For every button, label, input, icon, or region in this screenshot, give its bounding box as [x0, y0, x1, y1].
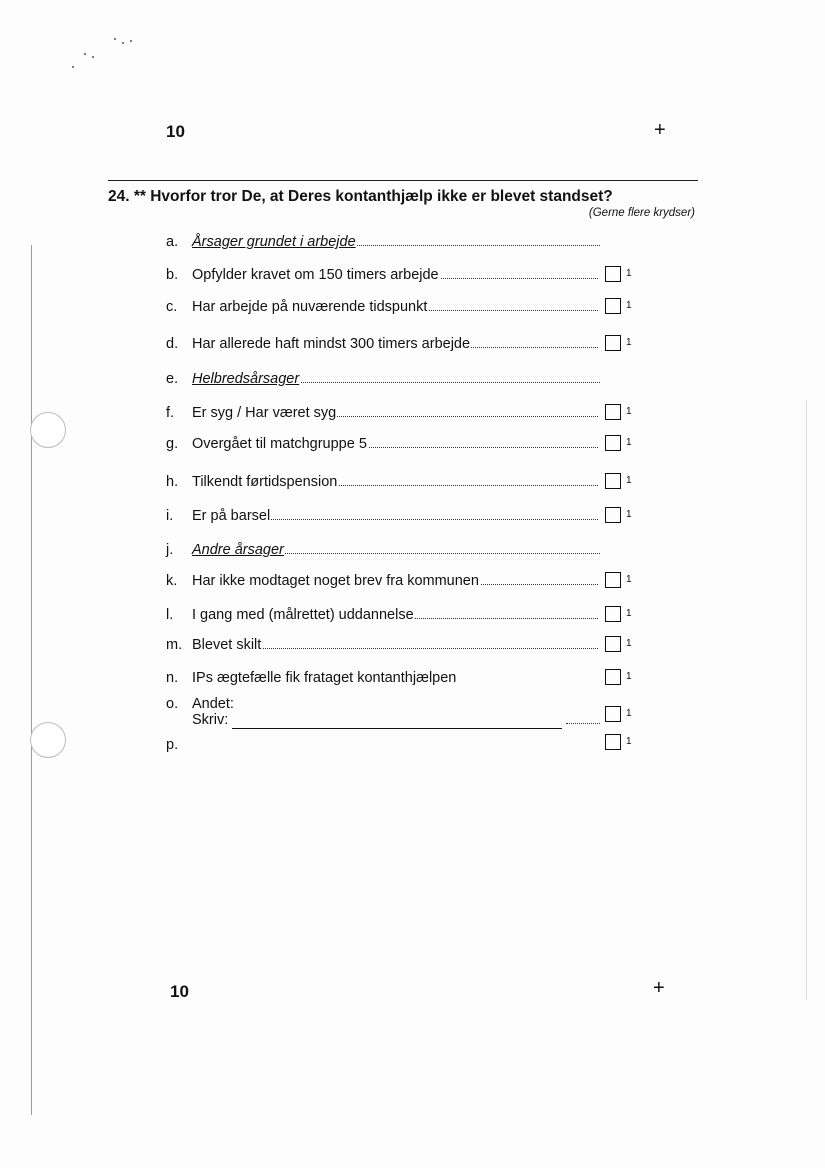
page-number-top: 10 — [166, 122, 185, 141]
response-code: 1 — [626, 268, 632, 279]
punch-hole — [30, 722, 66, 758]
item-label: Har arbejde på nuværende tidspunkt — [192, 299, 428, 315]
option-item-p — [166, 737, 636, 757]
item-letter: f. — [166, 405, 175, 421]
option-item-h — [166, 474, 636, 494]
option-item-n — [166, 670, 636, 690]
scan-speck — [92, 56, 94, 58]
item-letter: m. — [166, 637, 183, 653]
item-letter: l. — [166, 607, 174, 623]
checkbox[interactable] — [605, 507, 621, 523]
response-code: 1 — [626, 671, 632, 682]
checkbox[interactable] — [605, 706, 621, 722]
checkbox[interactable] — [605, 298, 621, 314]
checkbox[interactable] — [605, 572, 621, 588]
write-in-field[interactable] — [232, 728, 562, 729]
corner-mark-top: + — [654, 119, 666, 141]
checkbox[interactable] — [605, 266, 621, 282]
option-item-k — [166, 573, 636, 593]
item-label: Har allerede haft mindst 300 timers arbejde — [192, 336, 471, 352]
item-label: Har ikke modtaget noget brev fra kommunen — [192, 573, 479, 589]
item-letter: p. — [166, 737, 179, 753]
item-label: Opfylder kravet om 150 timers arbejde — [192, 267, 439, 283]
item-letter: a. — [166, 234, 179, 250]
checkbox[interactable] — [605, 335, 621, 351]
item-label: Er på barsel — [192, 508, 271, 524]
item-letter: e. — [166, 371, 179, 387]
option-item-o — [166, 696, 636, 732]
item-letter: d. — [166, 336, 179, 352]
option-item-g — [166, 436, 636, 456]
section-heading: Helbredsårsager — [192, 371, 300, 387]
leader-dots — [566, 723, 600, 724]
response-code: 1 — [626, 475, 632, 486]
option-item-b — [166, 267, 636, 287]
section-heading: Andre årsager — [192, 542, 284, 558]
question-note: (Gerne flere krydser) — [588, 207, 695, 219]
item-label: Tilkendt førtidspension — [192, 474, 338, 490]
item-letter: c. — [166, 299, 178, 315]
option-item-d — [166, 336, 636, 356]
option-item-c — [166, 299, 636, 319]
item-label: IPs ægtefælle fik frataget kontanthjælpen — [192, 670, 457, 686]
item-label: Andet: — [192, 696, 234, 712]
scan-speck — [122, 42, 124, 44]
binding-margin-line — [31, 245, 32, 1115]
item-letter: o. — [166, 696, 179, 712]
checkbox[interactable] — [605, 734, 621, 750]
item-label: Blevet skilt — [192, 637, 262, 653]
corner-mark-bottom: + — [653, 977, 665, 999]
item-letter: k. — [166, 573, 178, 589]
item-letter: b. — [166, 267, 179, 283]
response-code: 1 — [626, 437, 632, 448]
item-label: Overgået til matchgruppe 5 — [192, 436, 367, 452]
option-item-l — [166, 607, 636, 627]
item-label: I gang med (målrettet) uddannelse — [192, 607, 414, 623]
checkbox[interactable] — [605, 404, 621, 420]
write-in-label: Skriv: — [192, 712, 229, 728]
checkbox[interactable] — [605, 606, 621, 622]
scan-speck — [130, 40, 132, 42]
option-item-m — [166, 637, 636, 657]
checkbox[interactable] — [605, 435, 621, 451]
section-heading: Årsager grundet i arbejde — [192, 234, 356, 250]
response-code: 1 — [626, 406, 632, 417]
checkbox[interactable] — [605, 669, 621, 685]
section-item-j — [166, 542, 636, 562]
scan-speck — [84, 53, 86, 55]
scan-edge-line — [806, 400, 807, 1000]
response-code: 1 — [626, 608, 632, 619]
response-code: 1 — [626, 300, 632, 311]
question-title: 24. ** Hvorfor tror De, at Deres kontanthjælp ikke er blevet standset? — [108, 188, 613, 205]
question-divider — [108, 180, 698, 181]
section-item-e — [166, 371, 636, 391]
response-code: 1 — [626, 337, 632, 348]
response-code: 1 — [626, 736, 632, 747]
response-code: 1 — [626, 574, 632, 585]
scan-speck — [72, 66, 74, 68]
checkbox[interactable] — [605, 636, 621, 652]
checkbox[interactable] — [605, 473, 621, 489]
section-item-a — [166, 234, 636, 254]
option-item-f — [166, 405, 636, 425]
option-item-i — [166, 508, 636, 528]
item-letter: g. — [166, 436, 179, 452]
response-code: 1 — [626, 509, 632, 520]
page-number-bottom: 10 — [170, 982, 189, 1001]
punch-hole — [30, 412, 66, 448]
item-label: Er syg / Har været syg — [192, 405, 337, 421]
response-code: 1 — [626, 708, 632, 719]
item-letter: n. — [166, 670, 179, 686]
response-code: 1 — [626, 638, 632, 649]
item-letter: j. — [166, 542, 174, 558]
item-letter: h. — [166, 474, 179, 490]
scan-speck — [114, 38, 116, 40]
item-letter: i. — [166, 508, 174, 524]
